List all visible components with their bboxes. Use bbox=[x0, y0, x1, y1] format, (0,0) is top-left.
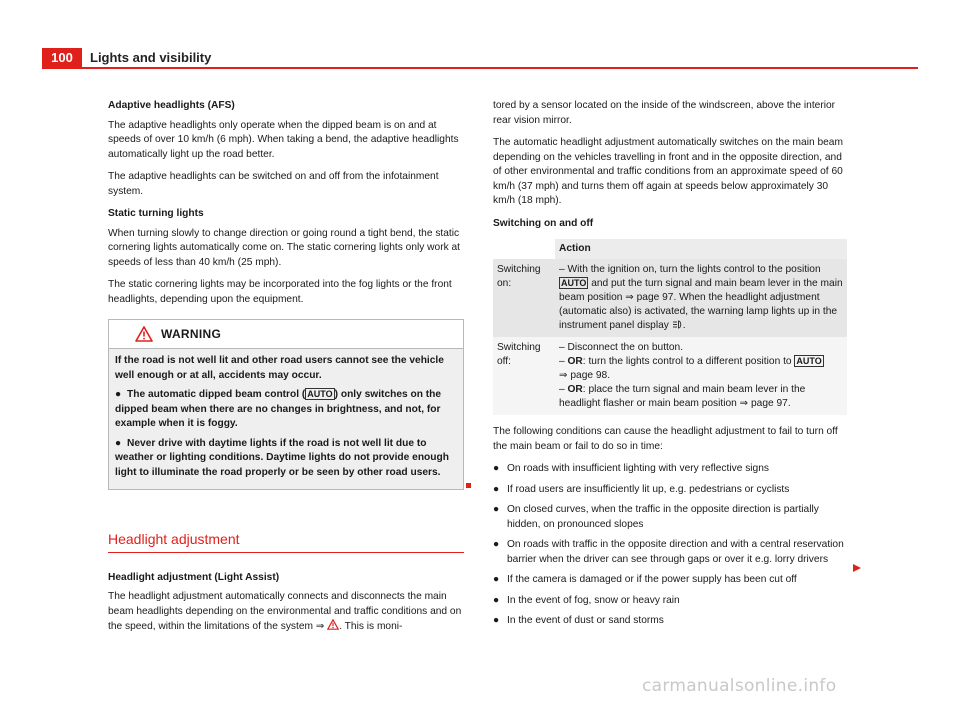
continue-arrow-icon bbox=[852, 563, 862, 573]
header-rule bbox=[42, 67, 918, 69]
conditions-intro: The following conditions can cause the headlight adjustment to fail to turn off the main beam or fail to do so in time: bbox=[493, 426, 838, 452]
warning-bullet-2: ● Never drive with daytime lights if the road is not well lit due to weather or lighting conditions. Daytime lights do not provide enough light to illuminate the road properly or be seen by other road users. bbox=[115, 437, 449, 478]
warning-bullet-1: ● The automatic dipped beam control ( AUTO ) only switches on the dipped beam when there are no changes in brightness, and not, for example when it is foggy. bbox=[115, 389, 442, 429]
warning-intro: If the road is not well lit and other road users cannot see the vehicle well enough or at all, accidents may occur. bbox=[115, 355, 444, 381]
table-row bbox=[493, 259, 847, 337]
warning-reference-icon bbox=[327, 619, 339, 630]
list-item: ● On roads with insufficient lighting with very reflective signs bbox=[493, 462, 848, 477]
right-column bbox=[493, 99, 848, 635]
row-text-switching-on: – With the ignition on, turn the lights control to the position AUTO and put the turn signal and main beam lever in the main beam position ⇒ page 97. When the headlight adjustment (automatic also) is activated, the warning lamp lights up in the instrument panel display . bbox=[555, 259, 847, 337]
light-assist-heading: Headlight adjustment (Light Assist) bbox=[108, 571, 280, 583]
bullet-icon: ● bbox=[493, 615, 500, 626]
table-row bbox=[493, 337, 847, 415]
bullet-icon: ● bbox=[115, 389, 122, 400]
row-text-switching-off: – Disconnect the on button. – OR: turn the lights control to a different position to AUTO ⇒ page 98. – OR: place the turn signal and main beam lever in the headlight flasher or main beam position ⇒ page 97. bbox=[555, 337, 847, 415]
row-label-switching-off: Switching off: bbox=[493, 337, 555, 415]
afs-paragraph-1: The adaptive headlights only operate when the dipped beam is on and at speeds of over 10 km/h (6 mph). When taking a bend, the adaptive headlights automatically light up the road better. bbox=[108, 119, 459, 160]
row-label-switching-on: Switching on: bbox=[493, 259, 555, 337]
sensor-paragraph: tored by a sensor located on the inside of the windscreen, above the interior rear vision mirror. bbox=[493, 100, 836, 126]
list-item: ● If road users are insufficiently lit up, e.g. pedestrians or cyclists bbox=[493, 483, 848, 498]
static-paragraph-2: The static cornering lights may be incorporated into the fog lights or the front headlights, depending upon the equipment. bbox=[108, 279, 452, 305]
static-paragraph-1: When turning slowly to change direction or going round a tight bend, the static cornering lights automatically come on. The static cornering lights only work at speeds of less than 40 km/h (25 mph). bbox=[108, 227, 461, 268]
table-header-empty bbox=[493, 239, 555, 259]
switching-heading: Switching on and off bbox=[493, 217, 594, 229]
warning-triangle-icon bbox=[135, 326, 153, 342]
watermark: carmanualsonline.info bbox=[642, 676, 837, 696]
light-assist-paragraph: The headlight adjustment automatically connects and disconnects the main beam headlights depending on the environmental and traffic conditions and on the speed, within the limitations of the system ⇒ . This is moni- bbox=[108, 591, 462, 632]
afs-heading: Adaptive headlights (AFS) bbox=[108, 100, 235, 111]
list-item: ● On roads with traffic in the opposite direction and with a central reservation barrier when the driver can see through gaps or over it e.g. lorry drivers bbox=[493, 538, 848, 567]
afs-paragraph-2: The adaptive headlights can be switched on and off from the infotainment system. bbox=[108, 171, 439, 197]
left-column bbox=[108, 99, 464, 643]
bullet-icon: ● bbox=[493, 483, 500, 495]
main-beam-lamp-icon bbox=[672, 320, 683, 329]
auto-symbol-icon: AUTO bbox=[796, 356, 822, 366]
warning-box bbox=[108, 319, 464, 490]
section-title-headlight-adjustment: Headlight adjustment bbox=[108, 532, 464, 553]
section-end-marker-icon bbox=[466, 483, 471, 488]
list-item: ● In the event of dust or sand storms bbox=[493, 614, 848, 629]
warning-body bbox=[109, 349, 463, 489]
auto-symbol-icon: AUTO bbox=[561, 278, 587, 288]
table-header-action: Action bbox=[555, 239, 847, 259]
bullet-icon: ● bbox=[115, 437, 122, 449]
bullet-icon: ● bbox=[493, 463, 500, 474]
warning-header bbox=[109, 320, 463, 349]
page-header-title: Lights and visibility bbox=[90, 50, 212, 65]
list-item: ● If the camera is damaged or if the power supply has been cut off bbox=[493, 573, 848, 588]
list-item: ● In the event of fog, snow or heavy rain bbox=[493, 594, 848, 609]
bullet-icon: ● bbox=[493, 539, 500, 550]
list-item: ● On closed curves, when the traffic in the opposite direction is partially hidden, on pronounced slopes bbox=[493, 503, 848, 532]
bullet-icon: ● bbox=[493, 504, 500, 515]
warning-title: WARNING bbox=[161, 326, 222, 341]
bullet-icon: ● bbox=[493, 574, 500, 585]
switching-table bbox=[493, 239, 847, 415]
automatic-adjustment-paragraph: The automatic headlight adjustment automatically switches on the main beam depending on the vehicles travelling in front and in the opposite direction, and of other environmental and traffic conditions from an approximate speed of 60 km/h (37 mph) and turns them off again at speeds below approximately 30 km/h (18 mph). bbox=[493, 137, 843, 206]
page-number: 100 bbox=[42, 48, 82, 68]
auto-symbol-icon: AUTO bbox=[307, 389, 333, 399]
static-lights-heading: Static turning lights bbox=[108, 208, 204, 219]
bullet-icon: ● bbox=[493, 594, 500, 606]
